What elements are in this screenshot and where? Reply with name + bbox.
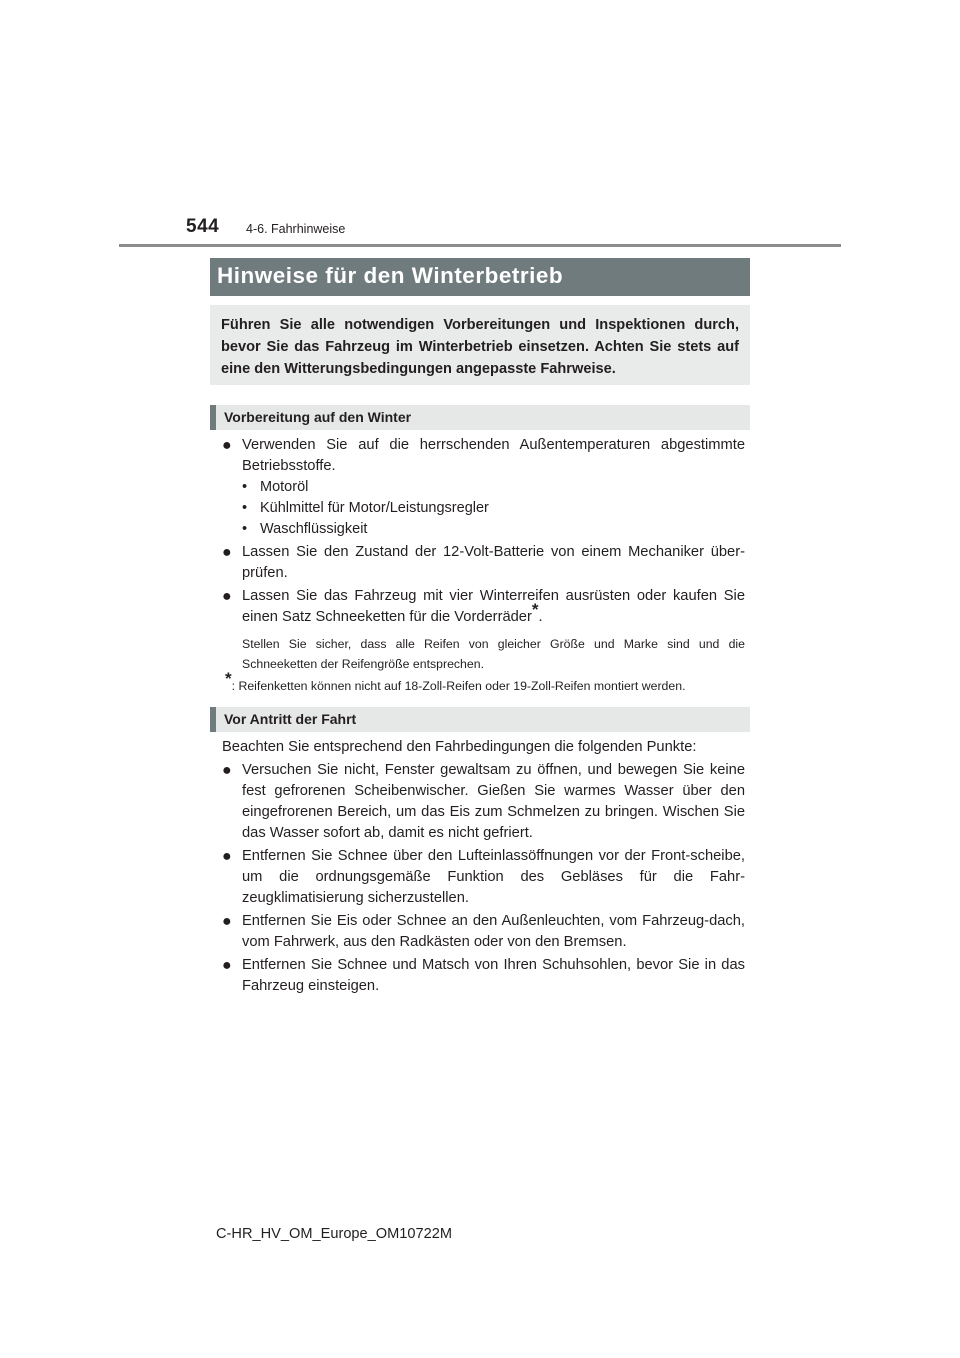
- before-drive-content: [222, 737, 745, 997]
- heading-before-drive: Vor Antritt der Fahrt: [210, 707, 750, 732]
- list-item: [222, 586, 745, 628]
- bullet-text: Verwenden Sie auf die herrschenden Außentemperaturen abgestimmte Betriebsstoffe.: [242, 437, 745, 474]
- list-item: [222, 846, 745, 909]
- bullet-text: Lassen Sie den Zustand der 12-Volt-Batterie von einem Mechaniker über-prüfen.: [242, 544, 745, 581]
- sub-list-item: [222, 477, 745, 498]
- list-item: [222, 542, 745, 584]
- list-item: [222, 955, 745, 997]
- page-title: Hinweise für den Winterbetrieb: [210, 258, 750, 296]
- bullet-text-end: .: [538, 609, 543, 625]
- bullet-icon: ●: [222, 957, 232, 974]
- sub-list-item: [222, 519, 745, 540]
- sub-bullet-icon: •: [242, 479, 248, 495]
- sub-bullet-icon: •: [242, 521, 248, 537]
- bullet-icon: ●: [222, 588, 232, 605]
- bullet-icon: ●: [222, 848, 232, 865]
- list-item: [222, 911, 745, 953]
- header-rule: [119, 244, 841, 247]
- bullet-icon: ●: [222, 762, 232, 779]
- footnote-marker: *: [531, 600, 539, 619]
- document-id: C-HR_HV_OM_Europe_OM10722M: [216, 1226, 453, 1242]
- bullet-text: Entfernen Sie Schnee über den Lufteinlassöffnungen vor der Front-scheibe, um die ordnungsgemäße Funktion des Gebläses für die Fahr-zeugklimatisierung sicherzustellen.: [242, 848, 745, 906]
- footnote-text: : Reifenketten können nicht auf 18-Zoll-Reifen oder 19-Zoll-Reifen montiert werden.: [231, 679, 686, 693]
- bullet-text: Lassen Sie das Fahrzeug mit vier Winterreifen ausrüsten oder kaufen Sie einen Satz Schneeketten für die Vorderräder: [242, 588, 745, 625]
- bullet-text: Entfernen Sie Eis oder Schnee an den Außenleuchten, vom Fahrzeug-dach, vom Fahrwerk, aus den Radkästen oder von den Bremsen.: [242, 913, 745, 950]
- bullet-icon: ●: [222, 913, 232, 930]
- footnote: [225, 669, 748, 696]
- footnote-marker: *: [225, 669, 232, 688]
- sub-item-text: Motoröl: [260, 479, 309, 495]
- sub-item-text: Kühlmittel für Motor/Leistungsregler: [260, 500, 489, 516]
- intro-box: Führen Sie alle notwendigen Vorbereitungen und Inspektionen durch, bevor Sie das Fahrzeug im Winterbetrieb einsetzen. Achten Sie stets auf eine den Witterungsbedingungen angepasste Fahrweise.: [210, 305, 750, 385]
- sub-list-item: [222, 498, 745, 519]
- section-reference: 4-6. Fahrhinweise: [246, 222, 346, 236]
- winter-prep-content: [222, 435, 745, 674]
- bullet-text: Entfernen Sie Schnee und Matsch von Ihren Schuhsohlen, bevor Sie in das Fahrzeug einsteigen.: [242, 957, 745, 994]
- bullet-icon: ●: [222, 544, 232, 561]
- bullet-icon: ●: [222, 437, 232, 454]
- sub-item-text: Waschflüssigkeit: [260, 521, 368, 537]
- page-number: 544: [186, 216, 220, 237]
- list-item: [222, 760, 745, 844]
- sub-bullet-icon: •: [242, 500, 248, 516]
- heading-winter-prep: Vorbereitung auf den Winter: [210, 405, 750, 430]
- tire-note: Stellen Sie sicher, dass alle Reifen von gleicher Größe und Marke sind und die Schneeketten der Reifengröße entsprechen.: [242, 637, 745, 671]
- bullet-text: Versuchen Sie nicht, Fenster gewaltsam zu öffnen, und bewegen Sie keine fest gefrorenen Scheibenwischer. Gießen Sie warmes Wasser über den eingefrorenen Bereich, um das Eis zum Schmelzen zu bringen. Wischen Sie das Wasser sofort ab, damit es nicht gefriert.: [242, 762, 745, 841]
- list-item: [222, 435, 745, 477]
- before-drive-intro: Beachten Sie entsprechend den Fahrbedingungen die folgenden Punkte:: [222, 739, 697, 755]
